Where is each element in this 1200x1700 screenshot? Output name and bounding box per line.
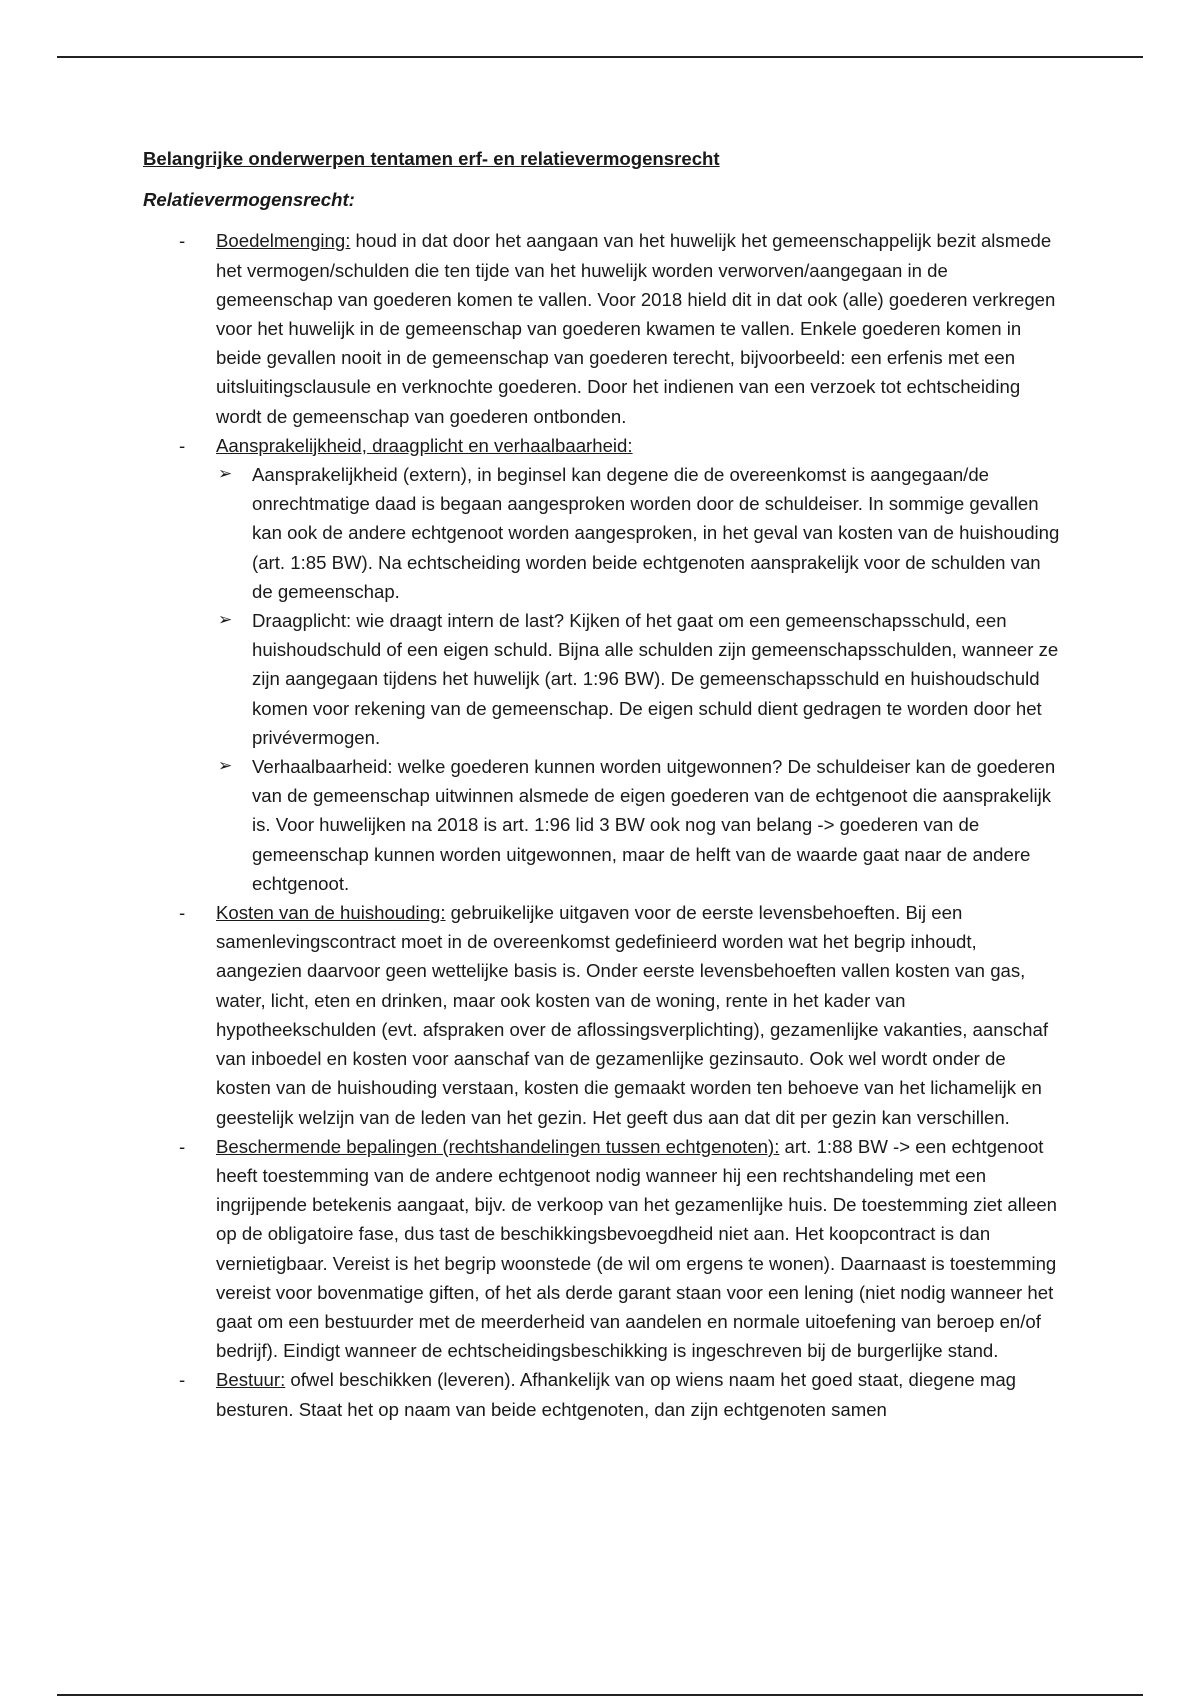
subtopic-text: Draagplicht: wie draagt intern de last? Kijken of het gaat om een gemeenschapsschuld, een huishoudschuld of een eigen schuld. Bijna alle schulden zijn gemeenschapsschulden, wanneer ze zijn aangegaan tijdens het huwelijk (art. 1:96 BW). De gemeenschapsschuld en huishoudschuld komen voor rekening van de gemeenschap. De eigen schuld dient gedragen te worden door het privévermogen. bbox=[252, 610, 1059, 748]
topic-item-aansprakelijkheid bbox=[143, 431, 1063, 898]
subtopic-list bbox=[216, 460, 1063, 898]
document-body bbox=[143, 144, 1063, 1424]
topic-term: Bestuur: bbox=[216, 1369, 286, 1391]
dash-bullet: - bbox=[179, 1135, 186, 1157]
dash-bullet: - bbox=[179, 434, 186, 456]
topic-term: Kosten van de huishouding: bbox=[216, 902, 446, 924]
arrow-bullet-icon: ➢ bbox=[218, 756, 233, 777]
topic-term: Boedelmenging: bbox=[216, 230, 351, 252]
subtopic-text: Aansprakelijkheid (extern), in beginsel kan degene die de overeenkomst is aangegaan/de onrechtmatige daad is begaan aangesproken worden door de schuldeiser. In sommige gevallen kan ook de andere echtgenoot worden aangesproken, in het geval van kosten van de huishouding (art. 1:85 BW). Na echtscheiding worden beide echtgenoten aansprakelijk voor de schulden van de gemeenschap. bbox=[252, 464, 1060, 602]
subtopic-item-aansprakelijkheid bbox=[216, 460, 1063, 606]
section-title: Relatievermogensrecht: bbox=[143, 189, 355, 211]
dash-bullet: - bbox=[179, 1369, 186, 1391]
topic-text: houd in dat door het aangaan van het huwelijk het gemeenschappelijk bezit alsmede het vermogen/schulden die ten tijde van het huwelijk worden verworven/aangegaan in de gemeenschap van goederen komen te vallen. Voor 2018 hield dit in dat ook (alle) goederen verkregen voor het huwelijk in de gemeenschap van goederen kwamen te vallen. Enkele goederen komen in beide gevallen nooit in de gemeenschap van goederen terecht, bijvoorbeeld: een erfenis met een uitsluitingsclausule en verknochte goederen. Door het indienen van een verzoek tot echtscheiding wordt de gemeenschap van goederen ontbonden. bbox=[216, 230, 1056, 427]
arrow-bullet-icon: ➢ bbox=[218, 464, 233, 485]
dash-bullet: - bbox=[179, 902, 186, 924]
topic-item-beschermende-bepalingen bbox=[143, 1132, 1063, 1366]
topic-item-bestuur bbox=[143, 1365, 1063, 1423]
subtopic-text: Verhaalbaarheid: welke goederen kunnen worden uitgewonnen? De schuldeiser kan de goederen van de gemeenschap uitwinnen alsmede de eigen goederen van de echtgenoot die aansprakelijk is. Voor huwelijken na 2018 is art. 1:96 lid 3 BW ook nog van belang -> goederen van de gemeenschap kunnen worden uitgewonnen, maar de helft van de waarde gaat naar de andere echtgenoot. bbox=[252, 756, 1056, 894]
dash-bullet: - bbox=[179, 230, 186, 252]
topic-list bbox=[143, 226, 1063, 1423]
arrow-bullet-icon: ➢ bbox=[218, 610, 233, 631]
topic-text: gebruikelijke uitgaven voor de eerste levensbehoeften. Bij een samenlevingscontract moet in de overeenkomst gedefinieerd worden wat het begrip inhoudt, aangezien daarvoor geen wettelijke basis is. Onder eerste levensbehoeften vallen kosten van gas, water, licht, eten en drinken, maar ook kosten van de woning, rente in het kader van hypotheekschulden (evt. afspraken over de aflossingsverplichting), gezamenlijke vakanties, aanschaf van inboedel en kosten voor aanschaf van de gezamenlijke gezinsauto. Ook wel wordt onder de kosten van de huishouding verstaan, kosten die gemaakt worden ten behoeve van het lichamelijk en geestelijk welzijn van de leden van het gezin. Het geeft dus aan dat dit per gezin kan verschillen. bbox=[216, 902, 1049, 1128]
footer-rule bbox=[57, 1694, 1143, 1696]
header-rule bbox=[57, 56, 1143, 58]
topic-item-kosten-huishouding bbox=[143, 898, 1063, 1132]
topic-text: art. 1:88 BW -> een echtgenoot heeft toestemming van de andere echtgenoot nodig wanneer hij een rechtshandeling met een ingrijpende betekenis aangaat, bijv. de verkoop van het gezamenlijke huis. De toestemming ziet alleen op de obligatoire fase, dus tast de beschikkingsbevoegdheid niet aan. Het koopcontract is dan vernietigbaar. Vereist is het begrip woonstede (de wil om ergens te wonen). Daarnaast is toestemming vereist voor bovenmatige giften, of het als derde garant staan voor een lening (niet nodig wanneer het gaat om een bestuurder met de meerderheid van aandelen en normale uitoefening van beroep en/of bedrijf). Eindigt wanneer de echtscheidingsbeschikking is ingeschreven bij de burgerlijke stand. bbox=[216, 1135, 1058, 1362]
topic-term: Beschermende bepalingen (rechtshandelingen tussen echtgenoten): bbox=[216, 1135, 780, 1157]
topic-item-boedelmenging bbox=[143, 226, 1063, 430]
topic-term: Aansprakelijkheid, draagplicht en verhaalbaarheid: bbox=[216, 434, 633, 456]
topic-text: ofwel beschikken (leveren). Afhankelijk van op wiens naam het goed staat, diegene mag besturen. Staat het op naam van beide echtgenoten, dan zijn echtgenoten samen bbox=[216, 1369, 1017, 1420]
document-title: Belangrijke onderwerpen tentamen erf- en relatievermogensrecht bbox=[143, 148, 720, 169]
subtopic-item-draagplicht bbox=[216, 606, 1063, 752]
subtopic-item-verhaalbaarheid bbox=[216, 752, 1063, 898]
